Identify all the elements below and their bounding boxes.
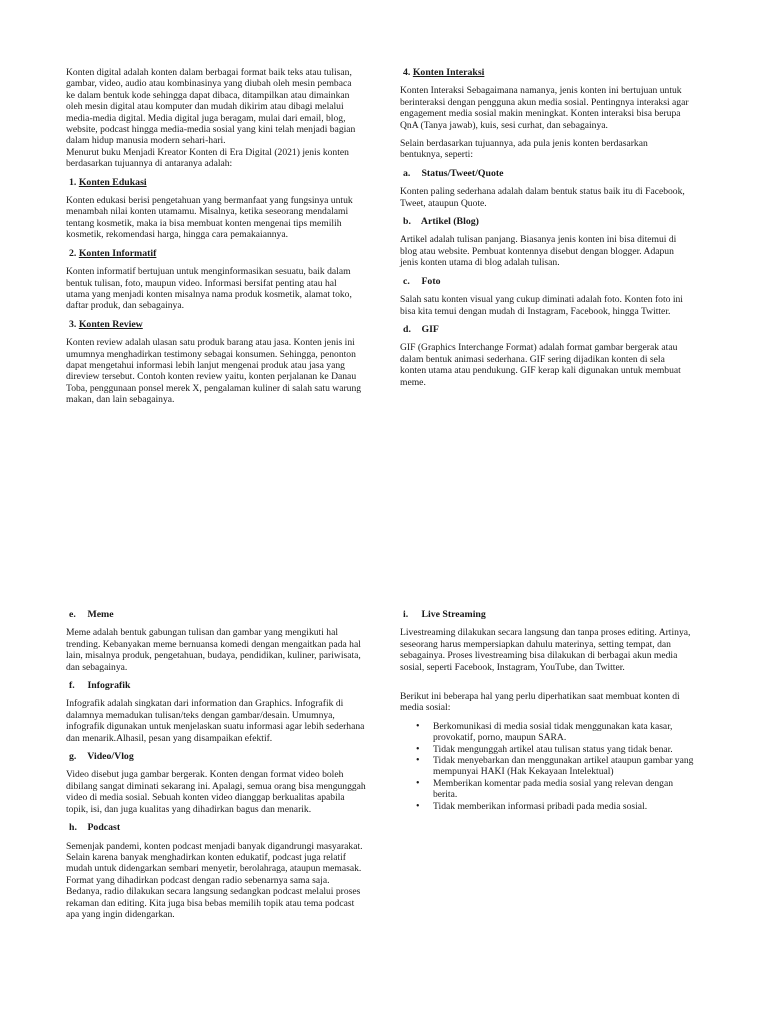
bottom-right-column (400, 609, 696, 812)
item-body-i: Livestreaming dilakukan secara langsung dan tanpa proses editing. Artinya, seseorang harus mempersiapkan dahulu materinya, setting tempat, dan sebagainya. Proses livestreaming bisa dilakukan di berbagai akun media sosial, seperti Facebook, Instagram, YouTube, dan Twitter. (400, 627, 691, 673)
section-title-2: Konten Informatif (78, 247, 157, 259)
section-body-3: Konten review adalah ulasan satu produk barang atau jasa. Konten jenis ini umumnya menghadirkan testimony sebagai konsumen. Sehingga, penonton dapat mengetahui informasi lebih lanjut mengenai produk atau jasa yang direview tersebut. Contoh konten review yaitu, konten perjalanan ke Danau Toba, penggunaan ponsel merek X, pengalaman kuliner di salah satu warung makan, dan lain sebagainya. (66, 337, 362, 406)
section-title-1: Konten Edukasi (78, 176, 147, 188)
list-item: • Berkomunikasi di media sosial tidak menggunakan kata kasar, provokatif, porno, maupun SARA. (433, 721, 696, 744)
tips-list (400, 721, 696, 812)
item-heading-c: c. Foto (403, 275, 441, 287)
section-body-4: Konten Interaksi Sebagaimana namanya, jenis konten ini bertujuan untuk berinteraksi dengan pengguna akun media sosial. Pentingnya interaksi agar engagement media sosial makin meningkat. Konten interaksi bisa berupa QnA (Tanya jawab), kuis, sesi curhat, dan sebagainya. (400, 85, 689, 131)
item-body-g: Video disebut juga gambar bergerak. Konten dengan format video boleh dibilang sangat diminati sekarang ini. Apalagi, semua orang bisa mengunggah video di media sosial. Sebuah konten video dianggap berkualitas apabila topik, isi, dan juga kualitas yang dihadirkan bagus dan menarik. (66, 769, 366, 815)
bottom-left-column (66, 609, 366, 927)
item-title-f: Infografik (87, 680, 131, 692)
item-title-a: Status/Tweet/Quote (421, 167, 504, 179)
source-paragraph: Menurut buku Menjadi Kreator Konten di Era Digital (2021) jenis konten berdasarkan tujuannya di antaranya adalah: (66, 146, 349, 170)
list-item: • Tidak memberikan informasi pribadi pada media sosial. (433, 801, 696, 812)
item-heading-d: d. GIF (403, 323, 439, 335)
item-body-a: Konten paling sederhana adalah dalam bentuk status baik itu di Facebook, Tweet, ataupun Quote. (400, 186, 685, 209)
bridge-paragraph: Selain berdasarkan tujuannya, ada pula jenis konten berdasarkan bentuknya, seperti: (400, 138, 648, 161)
item-heading-g: g. Video/Vlog (69, 751, 134, 763)
list-item: • Tidak mengunggah artikel atau tulisan status yang tidak benar. (433, 744, 696, 755)
item-body-e: Meme adalah bentuk gabungan tulisan dan gambar yang mengikuti hal trending. Kebanyakan meme bernuansa komedi dengan mengaitkan pada hal lain, misalnya produk, pengetahuan, budaya, pendidikan, kuliner, pariwisata, dan sebagainya. (66, 627, 361, 673)
intro-paragraph: Konten digital adalah konten dalam berbagai format baik teks atau tulisan, gambar, video, audio atau kombinasinya yang diubah oleh mesin pembaca ke dalam bentuk kode sehingga dapat dibaca, ditampilkan atau dimainkan oleh mesin digital atau komputer dan mudah dikirim atau dibagi melalui media-media digital. Media digital juga beragam, mulai dari email, blog, website, podcast hingga media-media sosial yang kini telah menjadi bagian dalam hidup manusia modern sehari-hari. (66, 67, 356, 147)
item-heading-b: b. Artikel (Blog) (403, 216, 479, 228)
section-body-2: Konten informatif bertujuan untuk menginformasikan sesuatu, baik dalam bentuk tulisan, foto, maupun video. Informasi bersifat penting atau hal utama yang menjadi konten misalnya nama produk kosmetik, alamat toko, daftar produk, dan sebagainya. (66, 266, 352, 312)
item-title-e: Meme (87, 609, 114, 620)
section-title-3: Konten Review (78, 318, 143, 330)
section-heading-3: 3. Konten Review (69, 318, 143, 330)
top-left-column (66, 67, 362, 413)
item-title-i: Live Streaming (421, 609, 486, 620)
item-heading-a: a. Status/Tweet/Quote (403, 167, 504, 179)
list-item: • Memberikan komentar pada media sosial yang relevan dengan berita. (433, 778, 696, 801)
section-body-1: Konten edukasi berisi pengetahuan yang bermanfaat yang fungsinya untuk menambah nilai konten utamamu. Misalnya, ketika seseorang mendalami tentang kosmetik, maka ia bisa membuat konten mengenai tips memilih kosmetik, rekomendasi harga, hingga cara pemakaiannya. (66, 195, 353, 241)
item-title-d: GIF (421, 323, 439, 335)
item-title-b: Artikel (Blog) (420, 216, 479, 228)
item-heading-h: h. Podcast (69, 822, 121, 834)
item-heading-f: f. Infografik (69, 680, 131, 692)
item-body-d: GIF (Graphics Interchange Format) adalah format gambar bergerak atau dalam bentuk animasi sederhana. GIF sering dijadikan konten di sela konten utama atau pendukung. GIF kerap kali digunakan untuk membuat meme. (400, 342, 681, 388)
section-heading-1: 1. Konten Edukasi (69, 176, 147, 188)
item-body-c: Salah satu konten visual yang cukup diminati adalah foto. Konten foto ini bisa kita temui dengan mudah di Instagram, Facebook, hingga Twitter. (400, 294, 683, 317)
item-title-h: Podcast (87, 822, 121, 834)
top-right-column (400, 67, 690, 395)
section-heading-2: 2. Konten Informatif (69, 247, 157, 259)
item-title-g: Video/Vlog (87, 751, 134, 763)
list-item: • Tidak menyebarkan dan menggunakan artikel ataupun gambar yang mempunyai HAKI (Hak Kekayaan Intelektual) (433, 755, 696, 778)
item-body-h: Semenjak pandemi, konten podcast menjadi banyak digandrungi masyarakat. Selain karena banyak menghadirkan konten edukatif, podcast juga relatif mudah untuk didengarkan sembari menyetir, berolahraga, ataupun memasak. Format yang dihadirkan podcast dengan radio sebenarnya sama saja. Bedanya, radio dilakukan secara langsung sedangkan podcast melalui proses rekaman dan editing. Kita juga bisa bebas memilih topik atau tema podcast apa yang ingin didengarkan. (66, 840, 363, 920)
item-heading-i: i. Live Streaming (403, 609, 486, 620)
section-title-4: Konten Interaksi (412, 67, 485, 78)
item-heading-e: e. Meme (69, 609, 114, 620)
item-body-b: Artikel adalah tulisan panjang. Biasanya jenis konten ini bisa ditemui di blog atau website. Pembuat kontennya disebut dengan blogger. Adapun jenis konten utama di blog adalah tulisan. (400, 234, 677, 269)
tips-intro: Berikut ini beberapa hal yang perlu diperhatikan saat membuat konten di media sosial: (400, 691, 680, 714)
section-heading-4: 4. Konten Interaksi (403, 67, 485, 78)
item-body-f: Infografik adalah singkatan dari information dan Graphics. Infografik di dalamnya memadukan tulisan/teks dengan gambar/desain. Umumnya, infografik digunakan untuk menjelaskan suatu informasi agar lebih sederhana dan menarik.Alhasil, pesan yang disampaikan efektif. (66, 698, 365, 744)
item-title-c: Foto (421, 275, 441, 287)
